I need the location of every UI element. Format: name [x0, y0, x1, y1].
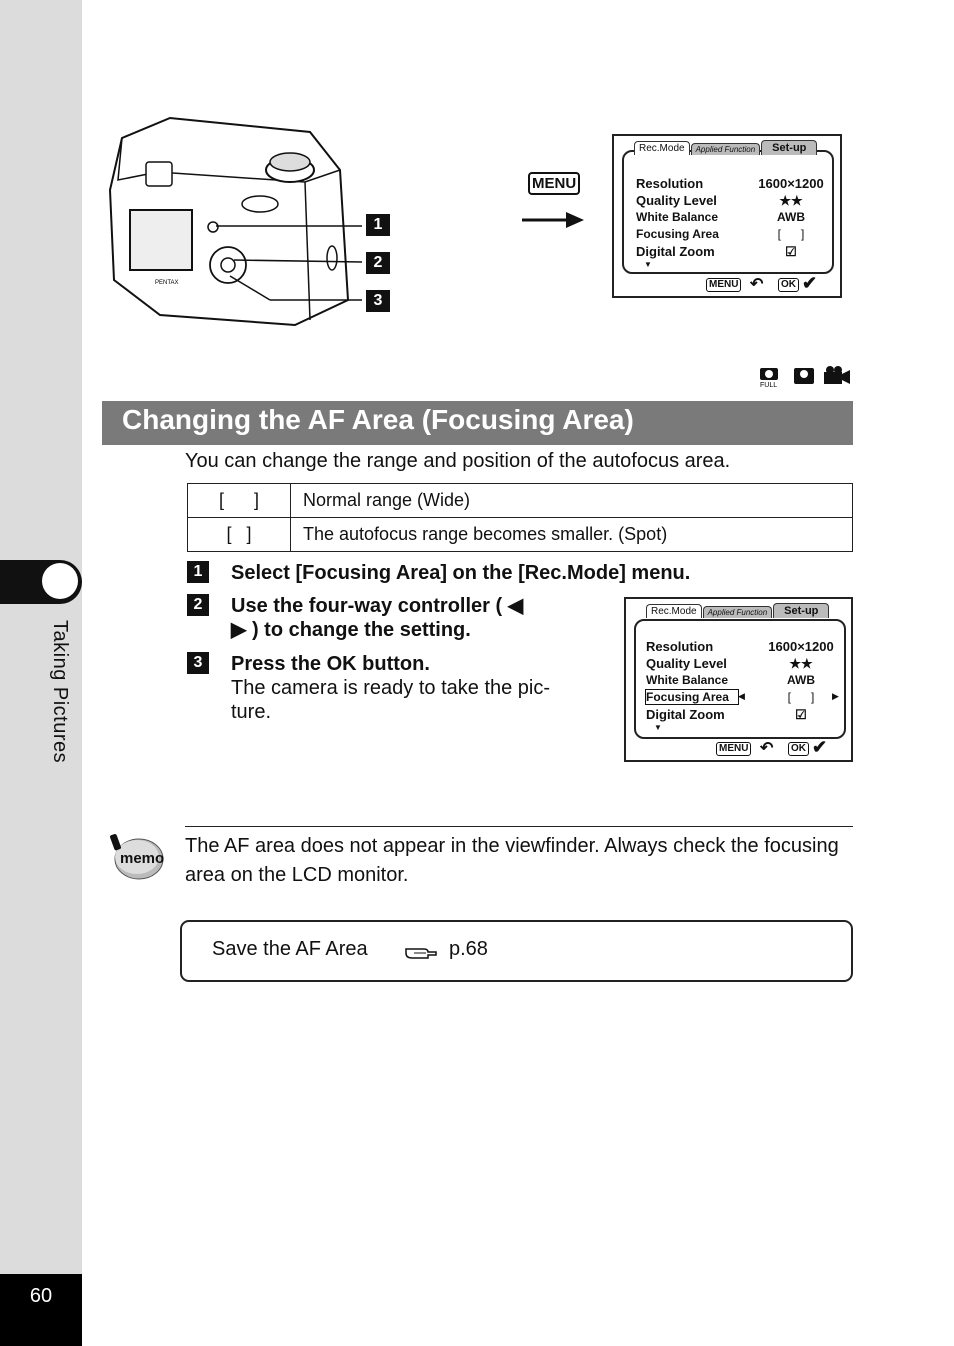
menu-label-focusing-area: Focusing Area — [636, 227, 719, 241]
tab-applied-function: Applied Function — [703, 606, 773, 618]
menu-value-digital-zoom: ☑ — [795, 707, 807, 722]
tab-set-up: Set-up — [773, 603, 829, 618]
menu-label-digital-zoom: Digital Zoom — [636, 244, 715, 259]
menu-key-label: MENU — [528, 172, 580, 195]
return-icon: ↶ — [750, 276, 764, 293]
svg-text:FULL: FULL — [760, 382, 778, 388]
menu-value-resolution: 1600×1200 — [768, 639, 834, 654]
menu-label-resolution: Resolution — [636, 176, 704, 191]
af-area-table — [187, 483, 853, 552]
menu-value-white-balance: AWB — [787, 673, 815, 687]
portrait-mode-icon — [794, 368, 814, 384]
menu-value-focusing-area: [ ] — [777, 227, 805, 241]
tab-applied-function: Applied Function — [691, 143, 761, 155]
menu-label-quality: Quality Level — [636, 193, 717, 208]
table-row — [188, 484, 853, 518]
lcd-screen-top — [612, 134, 842, 298]
tab-set-up: Set-up — [761, 140, 817, 155]
chapter-label: Taking Pictures — [49, 620, 71, 764]
section-title: Changing the AF Area (Focusing Area) — [122, 404, 634, 435]
menu-label-quality: Quality Level — [646, 656, 727, 671]
tab-rec-mode: Rec.Mode — [646, 604, 702, 618]
right-arrow-icon — [522, 210, 586, 230]
menu-value-focusing-area: [ ] — [787, 690, 815, 704]
menu-value-quality: ★★ — [779, 193, 803, 208]
memo-text: The AF area does not appear in the viewfinder. Always check the focusing area on the LCD monitor. — [185, 835, 839, 886]
step-text: Press the OK button. — [231, 653, 430, 675]
step-text: Select [Focusing Area] on the [Rec.Mode] menu. — [231, 562, 691, 584]
tab-rec-mode: Rec.Mode — [634, 141, 690, 155]
mode-icons — [758, 364, 852, 388]
menu-value-white-balance: AWB — [777, 210, 805, 224]
return-icon: ↶ — [760, 740, 774, 757]
menu-label-focusing-area-selected: Focusing Area — [646, 690, 738, 704]
callout-3: 3 — [366, 290, 390, 312]
reference-text: Save the AF Area — [212, 938, 368, 960]
table-row — [188, 518, 853, 552]
svg-text:PENTAX: PENTAX — [155, 280, 179, 286]
step-text-line2: ▶ ) to change the setting. — [231, 619, 471, 641]
reference-page: p.68 — [449, 938, 488, 960]
callout-2: 2 — [366, 252, 390, 274]
af-description-spot: The autofocus range becomes smaller. (Spot) — [291, 518, 853, 552]
lcd-screen-step — [624, 597, 853, 762]
step-text-line2: The camera is ready to take the pic- — [231, 677, 551, 699]
callout-1: 1 — [366, 214, 390, 236]
af-description-wide: Normal range (Wide) — [291, 484, 853, 518]
lcd-menu-button: MENU — [706, 278, 741, 292]
menu-value-quality: ★★ — [789, 656, 813, 671]
camera-mode-icon — [760, 368, 778, 388]
down-arrow-icon: ▼ — [644, 260, 652, 269]
svg-text:memo: memo — [120, 850, 165, 867]
step-text-line3: ture. — [231, 701, 272, 723]
menu-label-resolution: Resolution — [646, 639, 714, 654]
down-arrow-icon: ▼ — [654, 723, 662, 732]
camera-illustration — [100, 110, 400, 330]
right-arrow-icon: ▶ — [832, 691, 839, 701]
memo-divider — [185, 826, 853, 827]
step-text: Use the four-way controller ( ◀ — [231, 595, 524, 617]
page-number: 60 — [29, 1285, 53, 1307]
intro-text: You can change the range and position of the autofocus area. — [185, 450, 731, 472]
check-icon: ✔ — [802, 273, 818, 293]
check-icon: ✔ — [812, 737, 828, 757]
lcd-ok-button: OK — [788, 742, 809, 756]
menu-value-resolution: 1600×1200 — [758, 176, 824, 191]
menu-value-digital-zoom: ☑ — [785, 244, 797, 259]
step-number: 2 — [187, 594, 209, 616]
lcd-ok-button: OK — [778, 278, 799, 292]
step-number: 1 — [187, 561, 209, 583]
af-symbol-wide: [ ] — [188, 484, 291, 518]
step-number: 3 — [187, 652, 209, 674]
menu-label-white-balance: White Balance — [646, 673, 729, 687]
menu-label-white-balance: White Balance — [636, 210, 719, 224]
movie-mode-icon — [824, 366, 850, 384]
chapter-tab-circle — [42, 563, 78, 599]
memo-icon — [108, 832, 166, 882]
lcd-menu-button: MENU — [716, 742, 751, 756]
af-symbol-spot: [ ] — [188, 518, 291, 552]
pointing-hand-icon — [404, 943, 438, 961]
left-arrow-icon: ◀ — [738, 691, 745, 701]
menu-label-digital-zoom: Digital Zoom — [646, 707, 725, 722]
